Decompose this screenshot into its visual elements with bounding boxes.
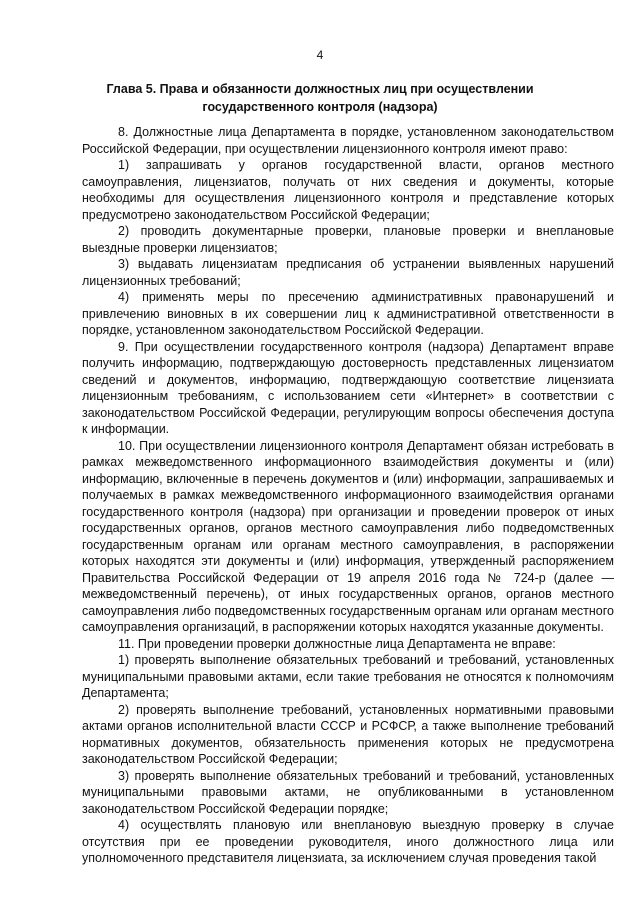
- paragraph-11-item-1: 1) проверять выполнение обязательных требований и требований, установленных муниципальными правовыми актами, если такие требования не относятся к полномочиям Департамента;: [82, 653, 614, 700]
- page-number: 4: [316, 48, 324, 62]
- paragraph-11-item-3: 3) проверять выполнение обязательных требований и требований, установленных муниципальными правовыми актами, не опубликованными в установленном законодательством Российской Федерации порядке;: [82, 768, 614, 816]
- paragraph-11-item-2: 2) проверять выполнение требований, установленных нормативными правовыми актами органов исполнительной власти СССР и РСФСР, а также выполнение требований нормативных документов, обязательность применения которых не предусмотрена законодательством Российской Федерации;: [82, 702, 614, 766]
- paragraph-11-item-4: 4) осуществлять плановую или внеплановую выездную проверку в случае отсутствия при ее проведении руководителя, иного должностного лица или уполномоченного представителя лицензиата, за исключением случая проведения такой: [82, 818, 614, 865]
- paragraph-8-item-3: 3) выдавать лицензиатам предписания об устранении выявленных нарушений лицензионных требований;: [82, 257, 614, 288]
- paragraph-8-item-1: 1) запрашивать у органов государственной власти, органов местного самоуправления, лицензиатов, получать от них сведения и документы, которые необходимы для осуществления лицензионного контроля и представление которых предусмотрено законодательством Российской Федерации;: [82, 158, 614, 222]
- paragraph-8-item-4: 4) применять меры по пресечению административных правонарушений и привлечению виновных в их совершении лиц к административной ответственности в порядке, установленном законодательством Российской Федерации.: [82, 290, 614, 337]
- chapter-title: Глава 5. Права и обязанности должностных лиц при осуществлении государственного контроля (надзора): [106, 82, 534, 114]
- paragraph-8: 8. Должностные лица Департамента в порядке, установленном законодательством Российской Федерации, при осуществлении лицензионного контроля имеют право:: [82, 125, 614, 156]
- paragraph-11: 11. При проведении проверки должностные лица Департамента не вправе:: [118, 636, 556, 651]
- paragraph-8-item-2: 2) проводить документарные проверки, плановые проверки и внеплановые выездные проверки лицензиатов;: [82, 224, 614, 255]
- paragraph-9: 9. При осуществлении государственного контроля (надзора) Департамент вправе получить информацию, подтверждающую достоверность представленных лицензиатом сведений и документов, информацию, подтверждающую соответствие лицензиата лицензионным требованиям, с использованием сети «Интернет» в соответствии с законодательством Российской Федерации, регулирующим вопросы обеспечения доступа к информации.: [82, 339, 614, 436]
- paragraph-10: 10. При осуществлении лицензионного контроля Департамент обязан истребовать в рамках межведомственного информационного взаимодействия документы и (или) информацию, включенные в перечень документов и (или) информации, запрашиваемых и получаемых в рамках межведомственного информационного взаимодействия органами государственного контроля (надзора) при организации и проведении проверок от иных государственных органов, органов местного самоуправления либо подведомственных государственным органам или органам местного самоуправления, в распоряжении которых находятся эти документы и (или) информация, утвержденный распоряжением Правительства Российской Федерации от 19 апреля 2016 года № 724-р (далее — межведомственный перечень), от иных государственных органов, органов местного самоуправления либо подведомственных государственным органам или органам местного самоуправления организаций, в распоряжении которых находятся указанные документы.: [82, 438, 614, 634]
- body-text: [82, 124, 614, 867]
